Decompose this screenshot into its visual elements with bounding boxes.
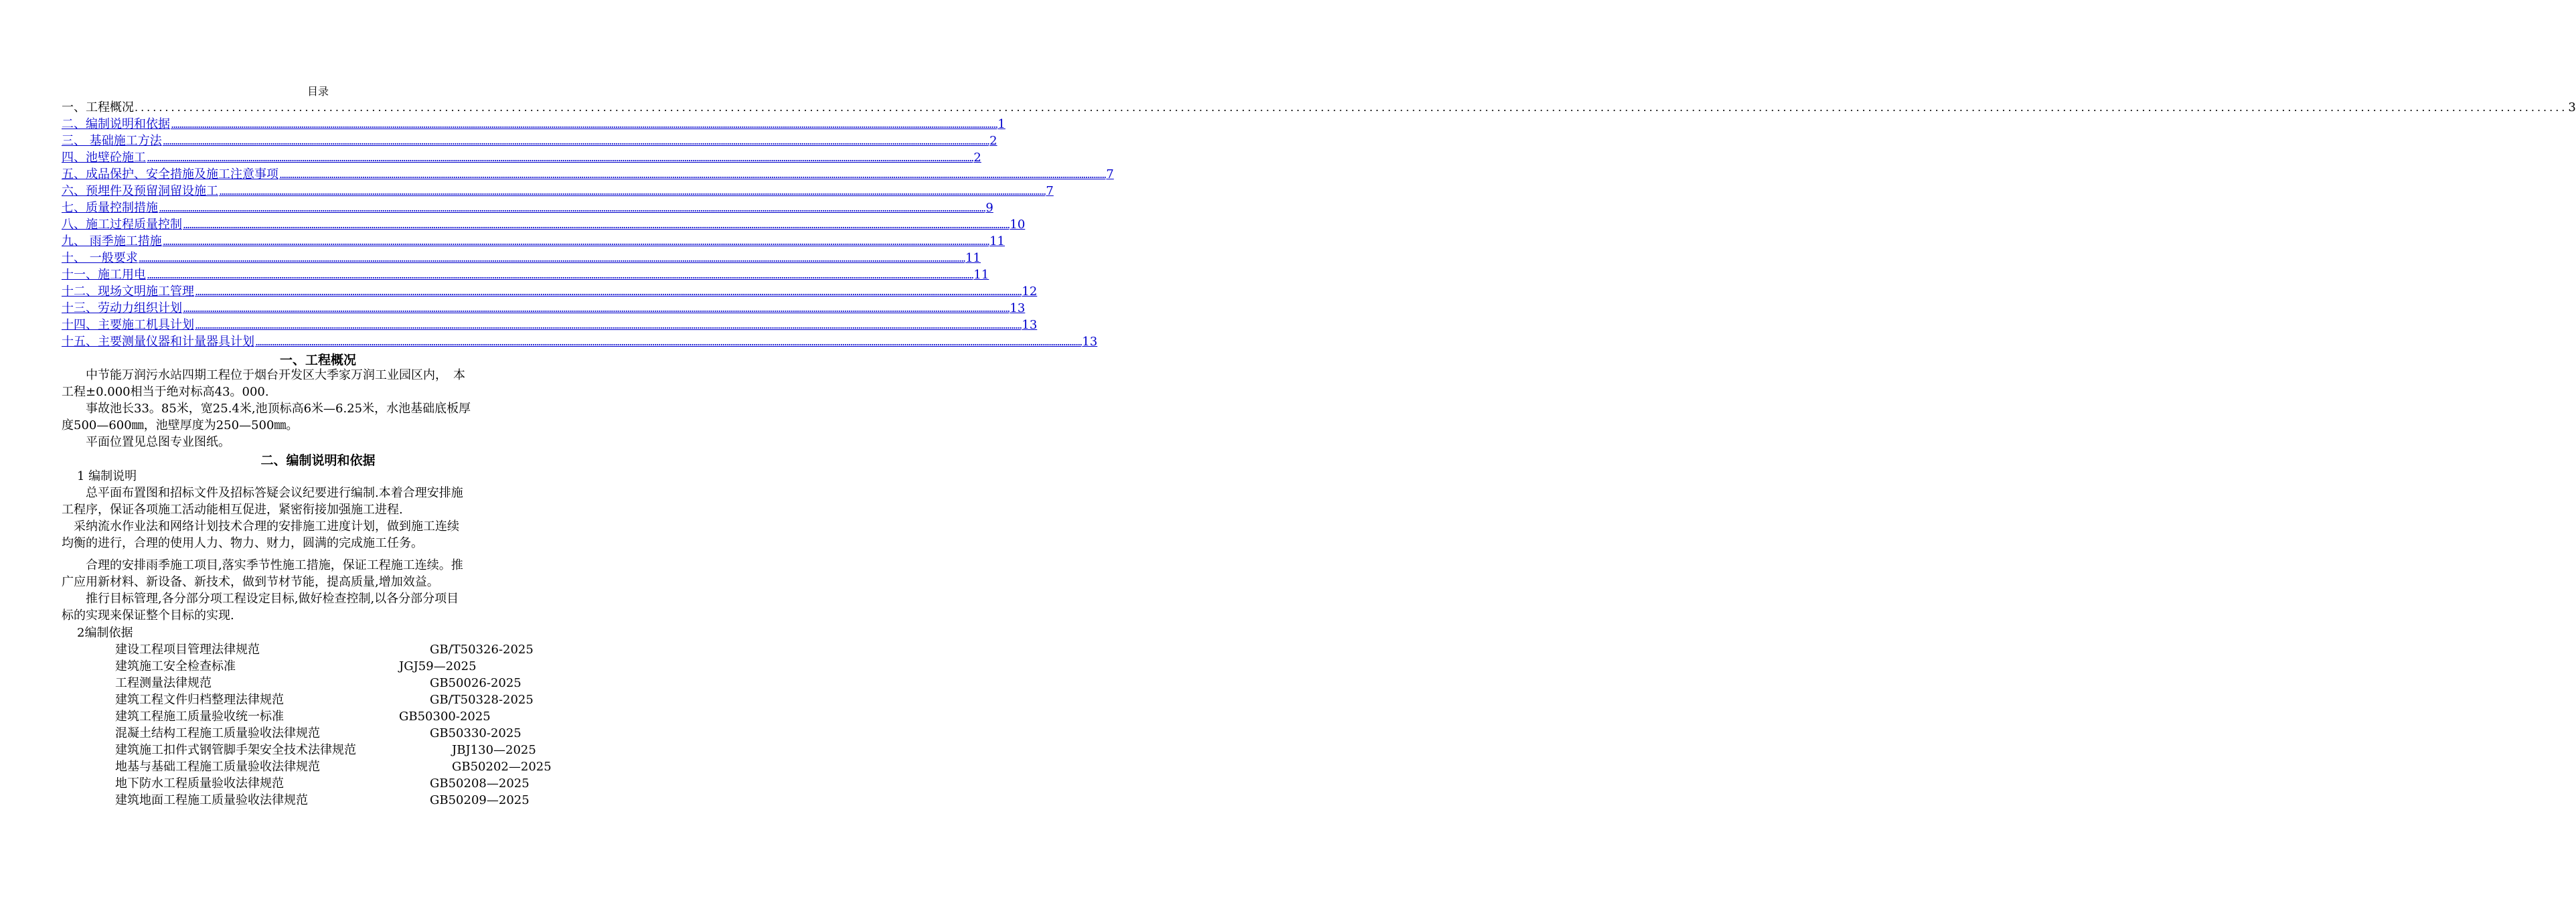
toc-entry-label: 九、 雨季施工措施 xyxy=(62,234,162,248)
reference-item xyxy=(115,742,584,758)
toc-entry-page: 11 xyxy=(965,251,981,265)
text-line: 采纳流水作业法和网络计划技术合理的安排施工进度计划，做到施工连续 xyxy=(62,519,459,534)
text-line: 均衡的进行，合理的使用人力、物力、财力，圆满的完成施工任务。 xyxy=(62,536,423,550)
toc-entry[interactable] xyxy=(62,250,981,266)
reference-code: GB50208—2025 xyxy=(430,776,530,791)
reference-code: GB50202—2025 xyxy=(452,760,552,774)
reference-item xyxy=(115,708,584,725)
reference-name: 建筑工程文件归档整理法律规范 xyxy=(115,693,284,707)
text-line: 标的实现来保证整个目标的实现. xyxy=(62,608,234,623)
toc-entry[interactable] xyxy=(62,166,1114,183)
toc-entry-label: 十二、现场文明施工管理 xyxy=(62,284,194,299)
toc-entry-label: 十一、施工用电 xyxy=(62,268,146,282)
reference-item xyxy=(115,792,584,809)
reference-name: 建筑地面工程施工质量验收法律规范 xyxy=(115,793,308,807)
toc-entry-label: 十、 一般要求 xyxy=(62,251,138,265)
text-line: 事故池长33。85米，宽25.4米,池顶标高6米—6.25米，水池基础底板厚 xyxy=(62,402,471,416)
toc-entry[interactable] xyxy=(62,133,997,149)
reference-code: GB50026-2025 xyxy=(430,676,521,690)
toc-entry-label: 七、质量控制措施 xyxy=(62,201,158,215)
toc-entry[interactable] xyxy=(62,199,993,216)
toc-entry-page: 13 xyxy=(1022,318,1038,332)
reference-item xyxy=(115,675,584,691)
reference-code: GB50330-2025 xyxy=(430,726,521,740)
toc-leader-dots: ................................................................................................................................................................................................................................................................................................................................................................................................................ xyxy=(183,302,1010,315)
reference-code: JBJ130—2025 xyxy=(452,743,536,757)
toc-leader-dots: ................................................................................................................................................................................................................................................................................................................................................................................................................ xyxy=(255,335,1082,348)
text-line: 工程±0.000相当于绝对标高43。000. xyxy=(62,385,269,399)
reference-code: GB50209—2025 xyxy=(430,793,530,807)
reference-name: 建筑施工安全检查标准 xyxy=(115,659,236,673)
toc-leader-dots: ................................................................................................................................................................................................................................................................................................................................................................................................................ xyxy=(135,101,2568,114)
reference-name: 工程测量法律规范 xyxy=(115,676,212,690)
text-line: 总平面布置图和招标文件及招标答疑会议纪要进行编制.本着合理安排施 xyxy=(62,486,463,500)
toc-entry-page: 3 xyxy=(2568,100,2576,114)
toc-entry-page: 7 xyxy=(1046,184,1054,198)
text-line: 平面位置见总图专业图纸。 xyxy=(62,435,230,449)
subheading-compilation-notes: 1 编制说明 xyxy=(77,469,137,483)
text-line: 工程序，保证各项施工活动能相互促进，紧密衔接加强施工进程. xyxy=(62,503,403,517)
toc-entry[interactable] xyxy=(62,283,1038,300)
reference-code: JGJ59—2025 xyxy=(399,659,477,673)
reference-name: 建设工程项目管理法律规范 xyxy=(115,643,260,657)
toc-entry[interactable] xyxy=(62,266,989,283)
reference-item xyxy=(115,691,584,708)
toc-entry[interactable] xyxy=(62,233,1005,250)
toc-leader-dots: ................................................................................................................................................................................................................................................................................................................................................................................................................ xyxy=(147,151,973,164)
toc-entry-label: 五、成品保护、安全措施及施工注意事项 xyxy=(62,167,278,181)
toc-entry-page: 1 xyxy=(997,117,1005,131)
toc-entry[interactable] xyxy=(62,333,1098,350)
text-line: 推行目标管理,各分部分项工程设定目标,做好检查控制,以各分部分项目 xyxy=(62,592,459,606)
toc-title: 目录 xyxy=(307,85,329,98)
reference-item xyxy=(115,641,584,658)
toc-entry-label: 十五、主要测量仪器和计量器具计划 xyxy=(62,335,254,349)
reference-item xyxy=(115,725,584,742)
toc-entry-label: 四、池壁砼施工 xyxy=(62,151,146,165)
toc-entry-page: 2 xyxy=(973,151,981,165)
text-line: 度500—600㎜，池壁厚度为250—500㎜。 xyxy=(62,418,299,432)
toc-leader-dots: ................................................................................................................................................................................................................................................................................................................................................................................................................ xyxy=(138,252,965,264)
reference-standards-list xyxy=(115,641,584,809)
toc-entry-label: 三、 基础施工方法 xyxy=(62,134,162,148)
toc-entry-page: 2 xyxy=(989,134,997,148)
reference-name: 建筑工程施工质量验收统一标准 xyxy=(115,710,284,724)
toc-entry-label: 一、工程概况 xyxy=(62,100,134,114)
toc-leader-dots: ................................................................................................................................................................................................................................................................................................................................................................................................................ xyxy=(279,168,1106,181)
compilation-goals-paragraph xyxy=(62,557,574,624)
reference-name: 混凝土结构工程施工质量验收法律规范 xyxy=(115,726,320,740)
overview-paragraph xyxy=(62,367,574,450)
toc-entry[interactable] xyxy=(62,183,1054,199)
text-line: 中节能万润污水站四期工程位于烟台开发区大季家万润工业园区内， 本 xyxy=(62,368,465,382)
toc-entry-page: 13 xyxy=(1082,335,1098,349)
toc-entry-page: 11 xyxy=(989,234,1005,248)
section-heading-basis: 二、编制说明和依据 xyxy=(260,453,376,468)
toc-entry-label: 十三、劳动力组织计划 xyxy=(62,301,182,315)
reference-code: GB/T50328-2025 xyxy=(430,693,534,707)
reference-name: 建筑施工扣件式钢管脚手架安全技术法律规范 xyxy=(115,743,356,757)
toc-entry[interactable] xyxy=(62,216,1026,233)
reference-item xyxy=(115,658,584,675)
reference-name: 地下防水工程质量验收法律规范 xyxy=(115,776,284,791)
section-heading-overview: 一、工程概况 xyxy=(279,353,356,367)
subheading-compilation-basis: 2编制依据 xyxy=(77,626,133,640)
toc-leader-dots: ................................................................................................................................................................................................................................................................................................................................................................................................................ xyxy=(147,268,973,281)
toc-entry-page: 11 xyxy=(973,268,989,282)
toc-entry-page: 13 xyxy=(1010,301,1026,315)
reference-item xyxy=(115,775,584,792)
toc-leader-dots: ................................................................................................................................................................................................................................................................................................................................................................................................................ xyxy=(219,185,1046,197)
toc-leader-dots: ................................................................................................................................................................................................................................................................................................................................................................................................................ xyxy=(159,201,985,214)
compilation-notes-paragraph xyxy=(62,485,574,552)
reference-name: 地基与基础工程施工质量验收法律规范 xyxy=(115,760,320,774)
toc-entry-page: 9 xyxy=(985,201,993,215)
toc-entry-label: 二、编制说明和依据 xyxy=(62,117,170,131)
toc-entry-page: 12 xyxy=(1022,284,1038,299)
toc-entry[interactable] xyxy=(62,116,1005,133)
reference-code: GB50300-2025 xyxy=(399,710,491,724)
toc-entry[interactable] xyxy=(62,149,981,166)
toc-entry-page: 10 xyxy=(1010,218,1026,232)
reference-code: GB/T50326-2025 xyxy=(430,643,534,657)
text-line: 广应用新材料、新设备、新技术，做到节材节能，提高质量,增加效益。 xyxy=(62,575,439,589)
toc-leader-dots: ................................................................................................................................................................................................................................................................................................................................................................................................................ xyxy=(162,135,989,147)
table-of-contents xyxy=(62,99,2576,350)
toc-entry[interactable] xyxy=(62,317,1038,333)
toc-leader-dots: ................................................................................................................................................................................................................................................................................................................................................................................................................ xyxy=(195,285,1022,298)
toc-leader-dots: ................................................................................................................................................................................................................................................................................................................................................................................................................ xyxy=(183,218,1010,231)
toc-entry-page: 7 xyxy=(1106,167,1114,181)
toc-entry-label: 十四、主要施工机具计划 xyxy=(62,318,194,332)
text-line: 合理的安排雨季施工项目,落实季节性施工措施，保证工程施工连续。推 xyxy=(62,558,463,572)
toc-leader-dots: ................................................................................................................................................................................................................................................................................................................................................................................................................ xyxy=(195,319,1022,331)
toc-leader-dots: ................................................................................................................................................................................................................................................................................................................................................................................................................ xyxy=(171,118,997,131)
toc-leader-dots: ................................................................................................................................................................................................................................................................................................................................................................................................................ xyxy=(162,235,989,248)
toc-entry[interactable] xyxy=(62,300,1026,317)
toc-entry-label: 六、预埋件及预留洞留设施工 xyxy=(62,184,218,198)
toc-entry xyxy=(62,99,2576,116)
reference-item xyxy=(115,758,584,775)
toc-entry-label: 八、施工过程质量控制 xyxy=(62,218,182,232)
